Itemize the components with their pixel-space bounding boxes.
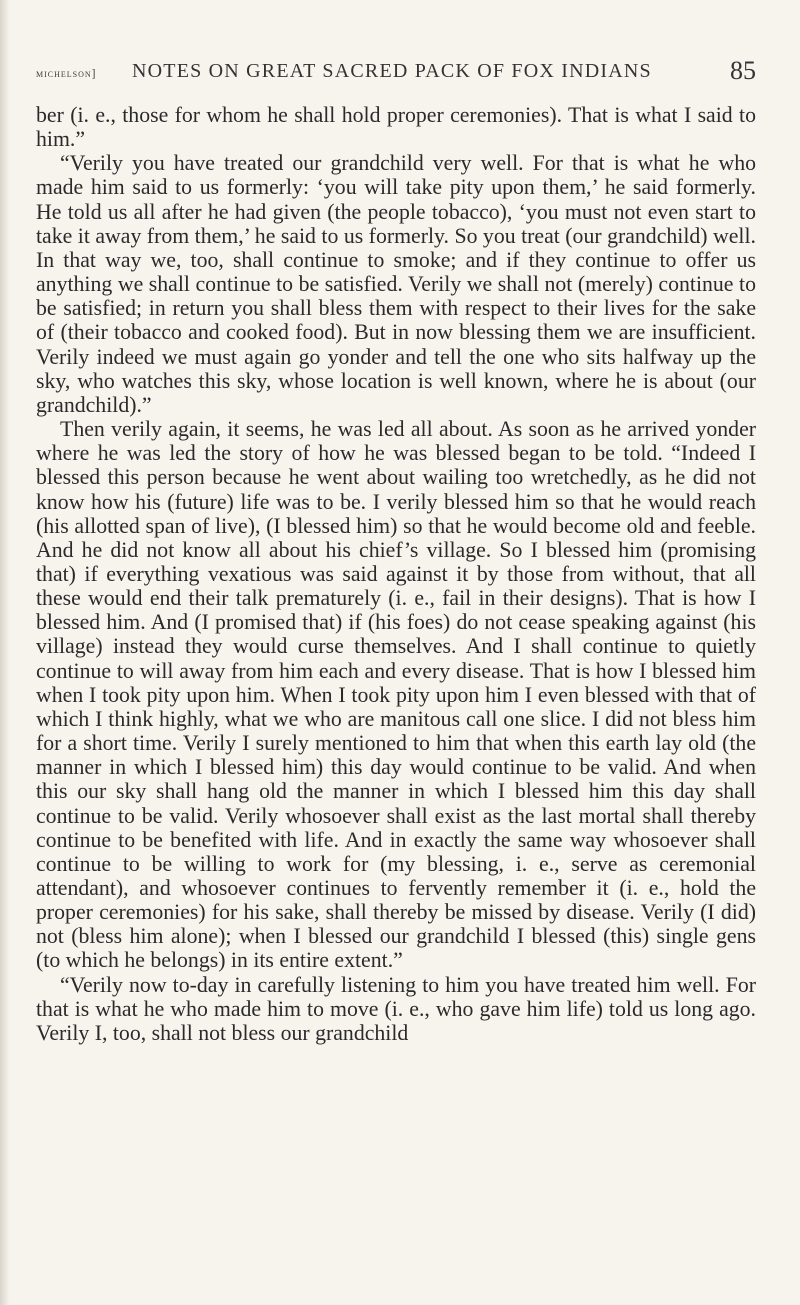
page-binding-edge [0, 0, 10, 1305]
body-text [36, 103, 756, 1045]
paragraph-continuation: ber (i. e., those for whom he shall hold proper ceremonies). That is what I said to him.” [36, 103, 756, 152]
paragraph: “Verily now to-day in carefully listening to him you have treated him well. For that is what he who made him to move (i. e., who gave him life) told us long ago. Verily I, too, shall not bless our grandchild [36, 972, 756, 1045]
running-author: michelson] [36, 68, 97, 80]
running-header [36, 52, 756, 92]
running-title: NOTES ON GREAT SACRED PACK OF FOX INDIANS [132, 60, 652, 82]
page-number: 85 [730, 56, 756, 85]
paragraph: Then verily again, it seems, he was led all about. As soon as he arrived yonder where he was led the story of how he was blessed began to be told. “Indeed I blessed this person because he went about wailing too wretchedly, as he did not know how his (future) life was to be. I verily blessed him so that he would reach (his allotted span of live), (I blessed him) so that he would become old and feeble. And he did not know all about his chief’s village. So I blessed him (promising that) if everything vexatious was said against it by those from without, that all these would end their talk prematurely (i. e., fail in their designs). That is how I blessed him. And (I promised that) if (his foes) do not cease speaking against (his village) instead they would curse themselves. And I shall continue to quietly continue to will away from him each and every disease. That is how I blessed him when I took pity upon him. When I took pity upon him I even blessed with that of which I think highly, what we who are manitous call one slice. I did not bless him for a short time. Verily I surely mentioned to him that when this earth lay old (the manner in which I blessed him) this day would continue to be valid. And when this our sky shall hang old the manner in which I blessed him this day shall continue to be valid. Verily whosoever shall exist as the last mortal shall thereby continue to be benefited with life. And in exactly the same way whosoever shall continue to be willing to work for (my blessing, i. e., serve as ceremonial attendant), and whosoever continues to fervently remember it (i. e., hold the proper ceremonies) for his sake, shall thereby be missed by disease. Verily (I did) not (bless him alone); when I blessed our grandchild I blessed (this) single gens (to which he belongs) in its entire extent.” [36, 417, 756, 973]
paragraph: “Verily you have treated our grandchild very well. For that is what he who made him said to us formerly: ‘you will take pity upon them,’ he said formerly. He told us all after he had given (the people tobacco), ‘you must not even start to take it away from them,’ he said to us formerly. So you treat (our grandchild) well. In that way we, too, shall continue to smoke; and if they continue to offer us anything we shall continue to be satisfied. Verily we shall not (merely) continue to be satisfied; in return you shall bless them with respect to their lives for the sake of (their tobacco and cooked food). But in now blessing them we are insufficient. Verily indeed we must again go yonder and tell the one who sits halfway up the sky, who watches this sky, whose location is well known, where he is about (our grandchild).” [36, 151, 756, 417]
